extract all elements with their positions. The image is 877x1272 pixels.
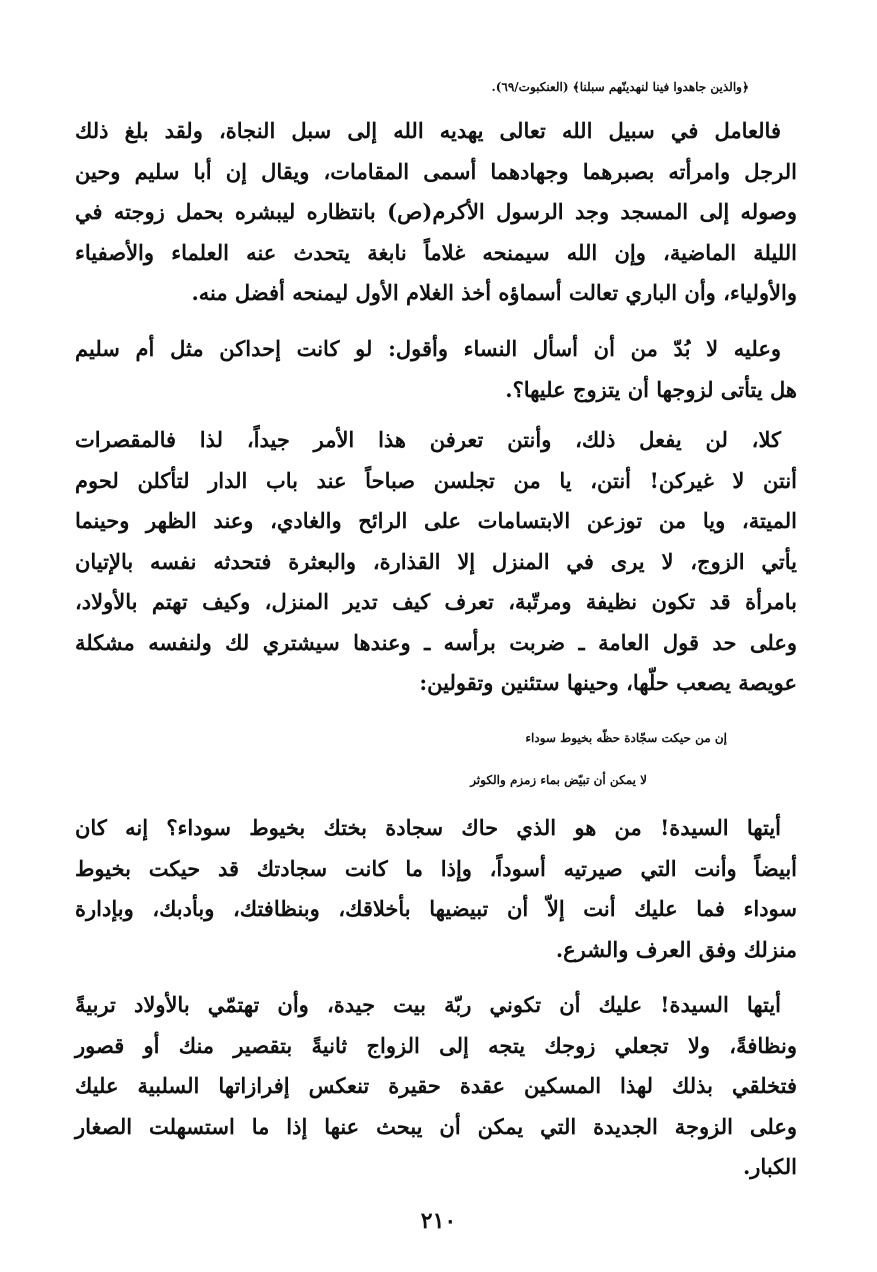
text-line: فالعامل في سبيل الله تعالى يهديه الله إلى سبل النجاة، ولقد بلغ ذلك [75,118,781,143]
text-line: الكبار. [742,1154,797,1179]
text-line: ونظافةً، ولا تجعلي زوجك يتجه إلى الزواج ثانيةً بتقصير منك أو قصور [75,1032,797,1058]
text-line: والأولياء، وأن الباري تعالت أسماؤه أخذ الغلام الأول ليمنحه أفضل منه. [191,280,797,305]
poem-line-2: لا يمكن أن تبيّض بماء زمزم والكوثر [470,773,647,787]
text-line: كلا، لن يفعل ذلك، وأنتن تعرفن هذا الأمر جيداً، لذا فالمقصرات [75,427,781,452]
text-line: أيتها السيدة! من هو الذي حاك سجادة بختك بخيوط سوداء؟ إنه كان [75,815,781,840]
paragraph-5 [75,985,797,1188]
quran-verse-heading: ﴿والذين جاهدوا فينا لنهدينّهم سبلنا﴾ (العنكبوت/٦٩). [491,80,749,94]
text-line: وعليه لا بُدّ من أن أسأل النساء وأقول: لو كانت إحداكن مثل أم سليم [75,336,781,361]
text-line: الميتة، ويا من توزعن الابتسامات على الرائح والغادي، وعند الظهر وحينما [75,508,797,533]
text-line: أبيضاً وأنت التي صيرتيه أسوداً، وإذا ما كانت سجادتك قد حيكت بخيوط [75,855,797,881]
text-line: هل يتأتى لزوجها أن يتزوج عليها؟. [505,376,797,402]
text-line: سوداء فما عليك أنت إلاّ أن تبيضيها بأخلاقك، وبنظافتك، وبأدبك، وبإدارة [75,896,797,921]
text-line: وعلى حد قول العامة ـ ضربت برأسه ـ وعندها سيشتري لك ولنفسه مشكلة [75,629,797,655]
paragraph-1 [75,111,797,314]
page-number: ٢١٠ [420,1208,457,1234]
text-line: عويصة يصعب حلّها، وحينها ستئنين وتقولين: [419,670,797,695]
text-line: وصوله إلى المسجد وجد الرسول الأكرم(ص) بانتظاره ليبشره بحمل زوجته في [75,199,797,224]
text-line: وعلى الزوجة الجديدة التي يمكن أن يبحث عنها إذا ما استسهلت الصغار [75,1113,797,1139]
poem-line-1: إن من حيكت سجّادة حظّه بخيوط سوداء [525,731,727,745]
paragraph-2 [75,329,797,410]
text-line: فتخلقي بذلك لهذا المسكين عقدة حقيرة تنعكس إفرازاتها السلبية عليك [75,1073,797,1098]
text-line: أنتن لا غيركن! أنتن، يا من تجلسن صباحاً عند باب الدار لتأكلن لحوم [75,467,797,493]
paragraph-3 [75,420,797,704]
text-line: بامرأة قد تكون نظيفة ومرتّبة، تعرف كيف تدير المنزل، وكيف تهتم بالأولاد، [75,589,797,614]
text-line: منزلك وفق العرف والشرع. [555,936,797,962]
paragraph-4 [75,808,797,970]
text-line: الرجل وامرأته بصبرهما وجهادهما أسمى المقامات، ويقال إن أبا سليم وحين [75,158,797,184]
text-line: الليلة الماضية، وإن الله سيمنحه غلاماً نابغة يتحدث عنه العلماء والأصفياء [75,239,797,265]
text-line: يأتي الزوج، لا يرى في المنزل إلا القذارة، والبعثرة فتحدثه نفسه بالإتيان [75,548,797,574]
text-line: أيتها السيدة! عليك أن تكوني ربّة بيت جيدة، وأن تهتمّي بالأولاد تربيةً [75,992,781,1017]
